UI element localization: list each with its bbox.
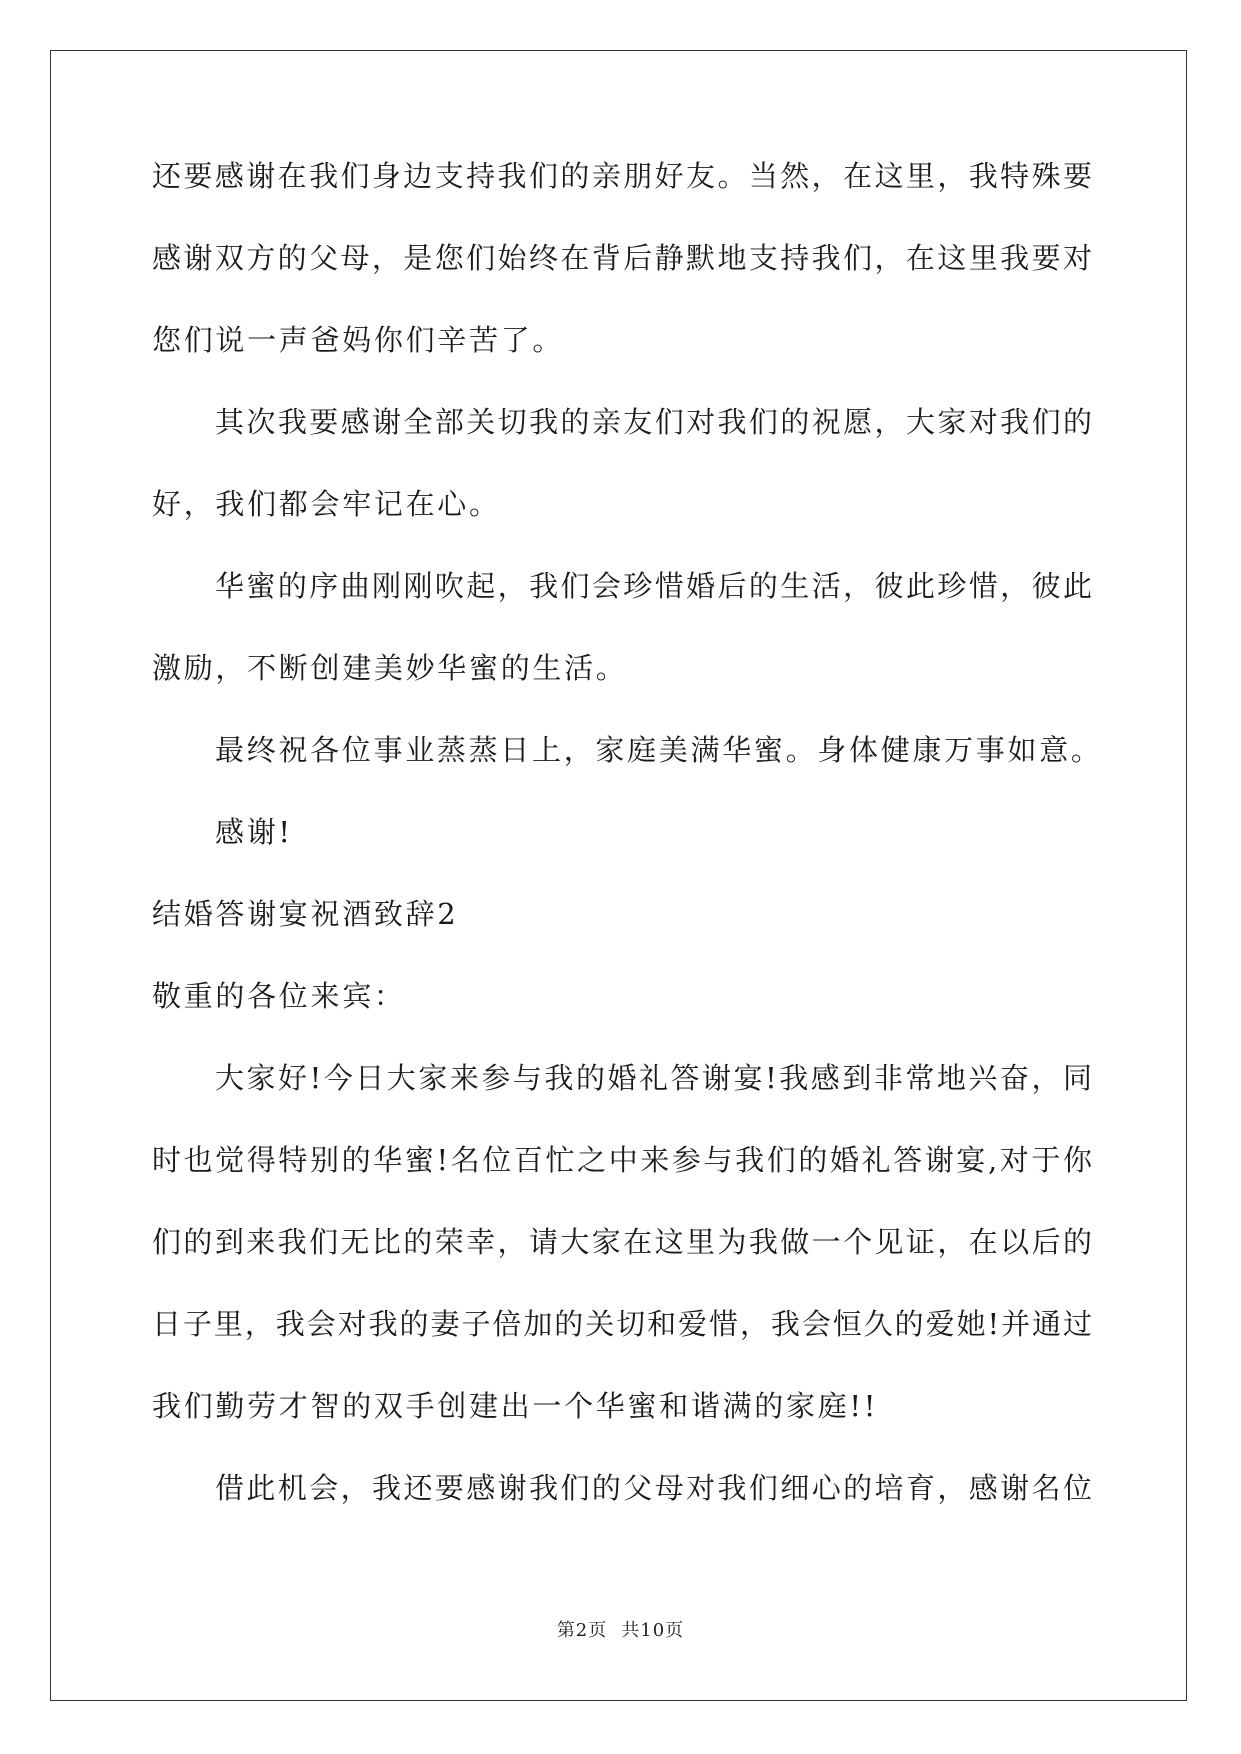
text-line: 时也觉得特别的华蜜!名位百忙之中来参与我们的婚礼答谢宴,对于你 [152, 1143, 1092, 1177]
text-line: 们的到来我们无比的荣幸，请大家在这里为我做一个见证，在以后的 [152, 1225, 1092, 1259]
page-total: 共10页 [621, 1620, 685, 1641]
paragraph-start-line: 华蜜的序曲刚刚吹起，我们会珍惜婚后的生活，彼此珍惜，彼此 [215, 569, 1092, 603]
section-heading: 结婚答谢宴祝酒致辞2 [152, 897, 459, 931]
paragraph-start-line: 感谢! [215, 815, 293, 849]
document-body [152, 159, 1103, 1554]
paragraph-start-line: 大家好!今日大家来参与我的婚礼答谢宴!我感到非常地兴奋，同 [215, 1061, 1092, 1095]
text-line: 我们勤劳才智的双手创建出一个华蜜和谐满的家庭!! [152, 1389, 879, 1423]
paragraph-start-line: 最终祝各位事业蒸蒸日上，家庭美满华蜜。身体健康万事如意。 [215, 733, 1103, 767]
salutation-line: 敬重的各位来宾： [152, 979, 406, 1013]
page-number: 第2页 [556, 1620, 608, 1641]
paragraph-start-line: 借此机会，我还要感谢我们的父母对我们细心的培育，感谢名位 [215, 1471, 1092, 1505]
text-line: 感谢双方的父母，是您们始终在背后静默地支持我们，在这里我要对 [152, 241, 1092, 275]
paragraph-start-line: 其次我要感谢全部关切我的亲友们对我们的祝愿，大家对我们的 [215, 405, 1092, 439]
text-line: 激励，不断创建美妙华蜜的生活。 [152, 651, 628, 685]
text-line: 还要感谢在我们身边支持我们的亲朋好友。当然，在这里，我特殊要 [152, 159, 1092, 193]
text-line: 您们说一声爸妈你们辛苦了。 [152, 323, 565, 357]
text-line: 日子里，我会对我的妻子倍加的关切和爱惜，我会恒久的爱她!并通过 [152, 1307, 1092, 1341]
page-footer [0, 1616, 1241, 1642]
text-line: 好，我们都会牢记在心。 [152, 487, 501, 521]
